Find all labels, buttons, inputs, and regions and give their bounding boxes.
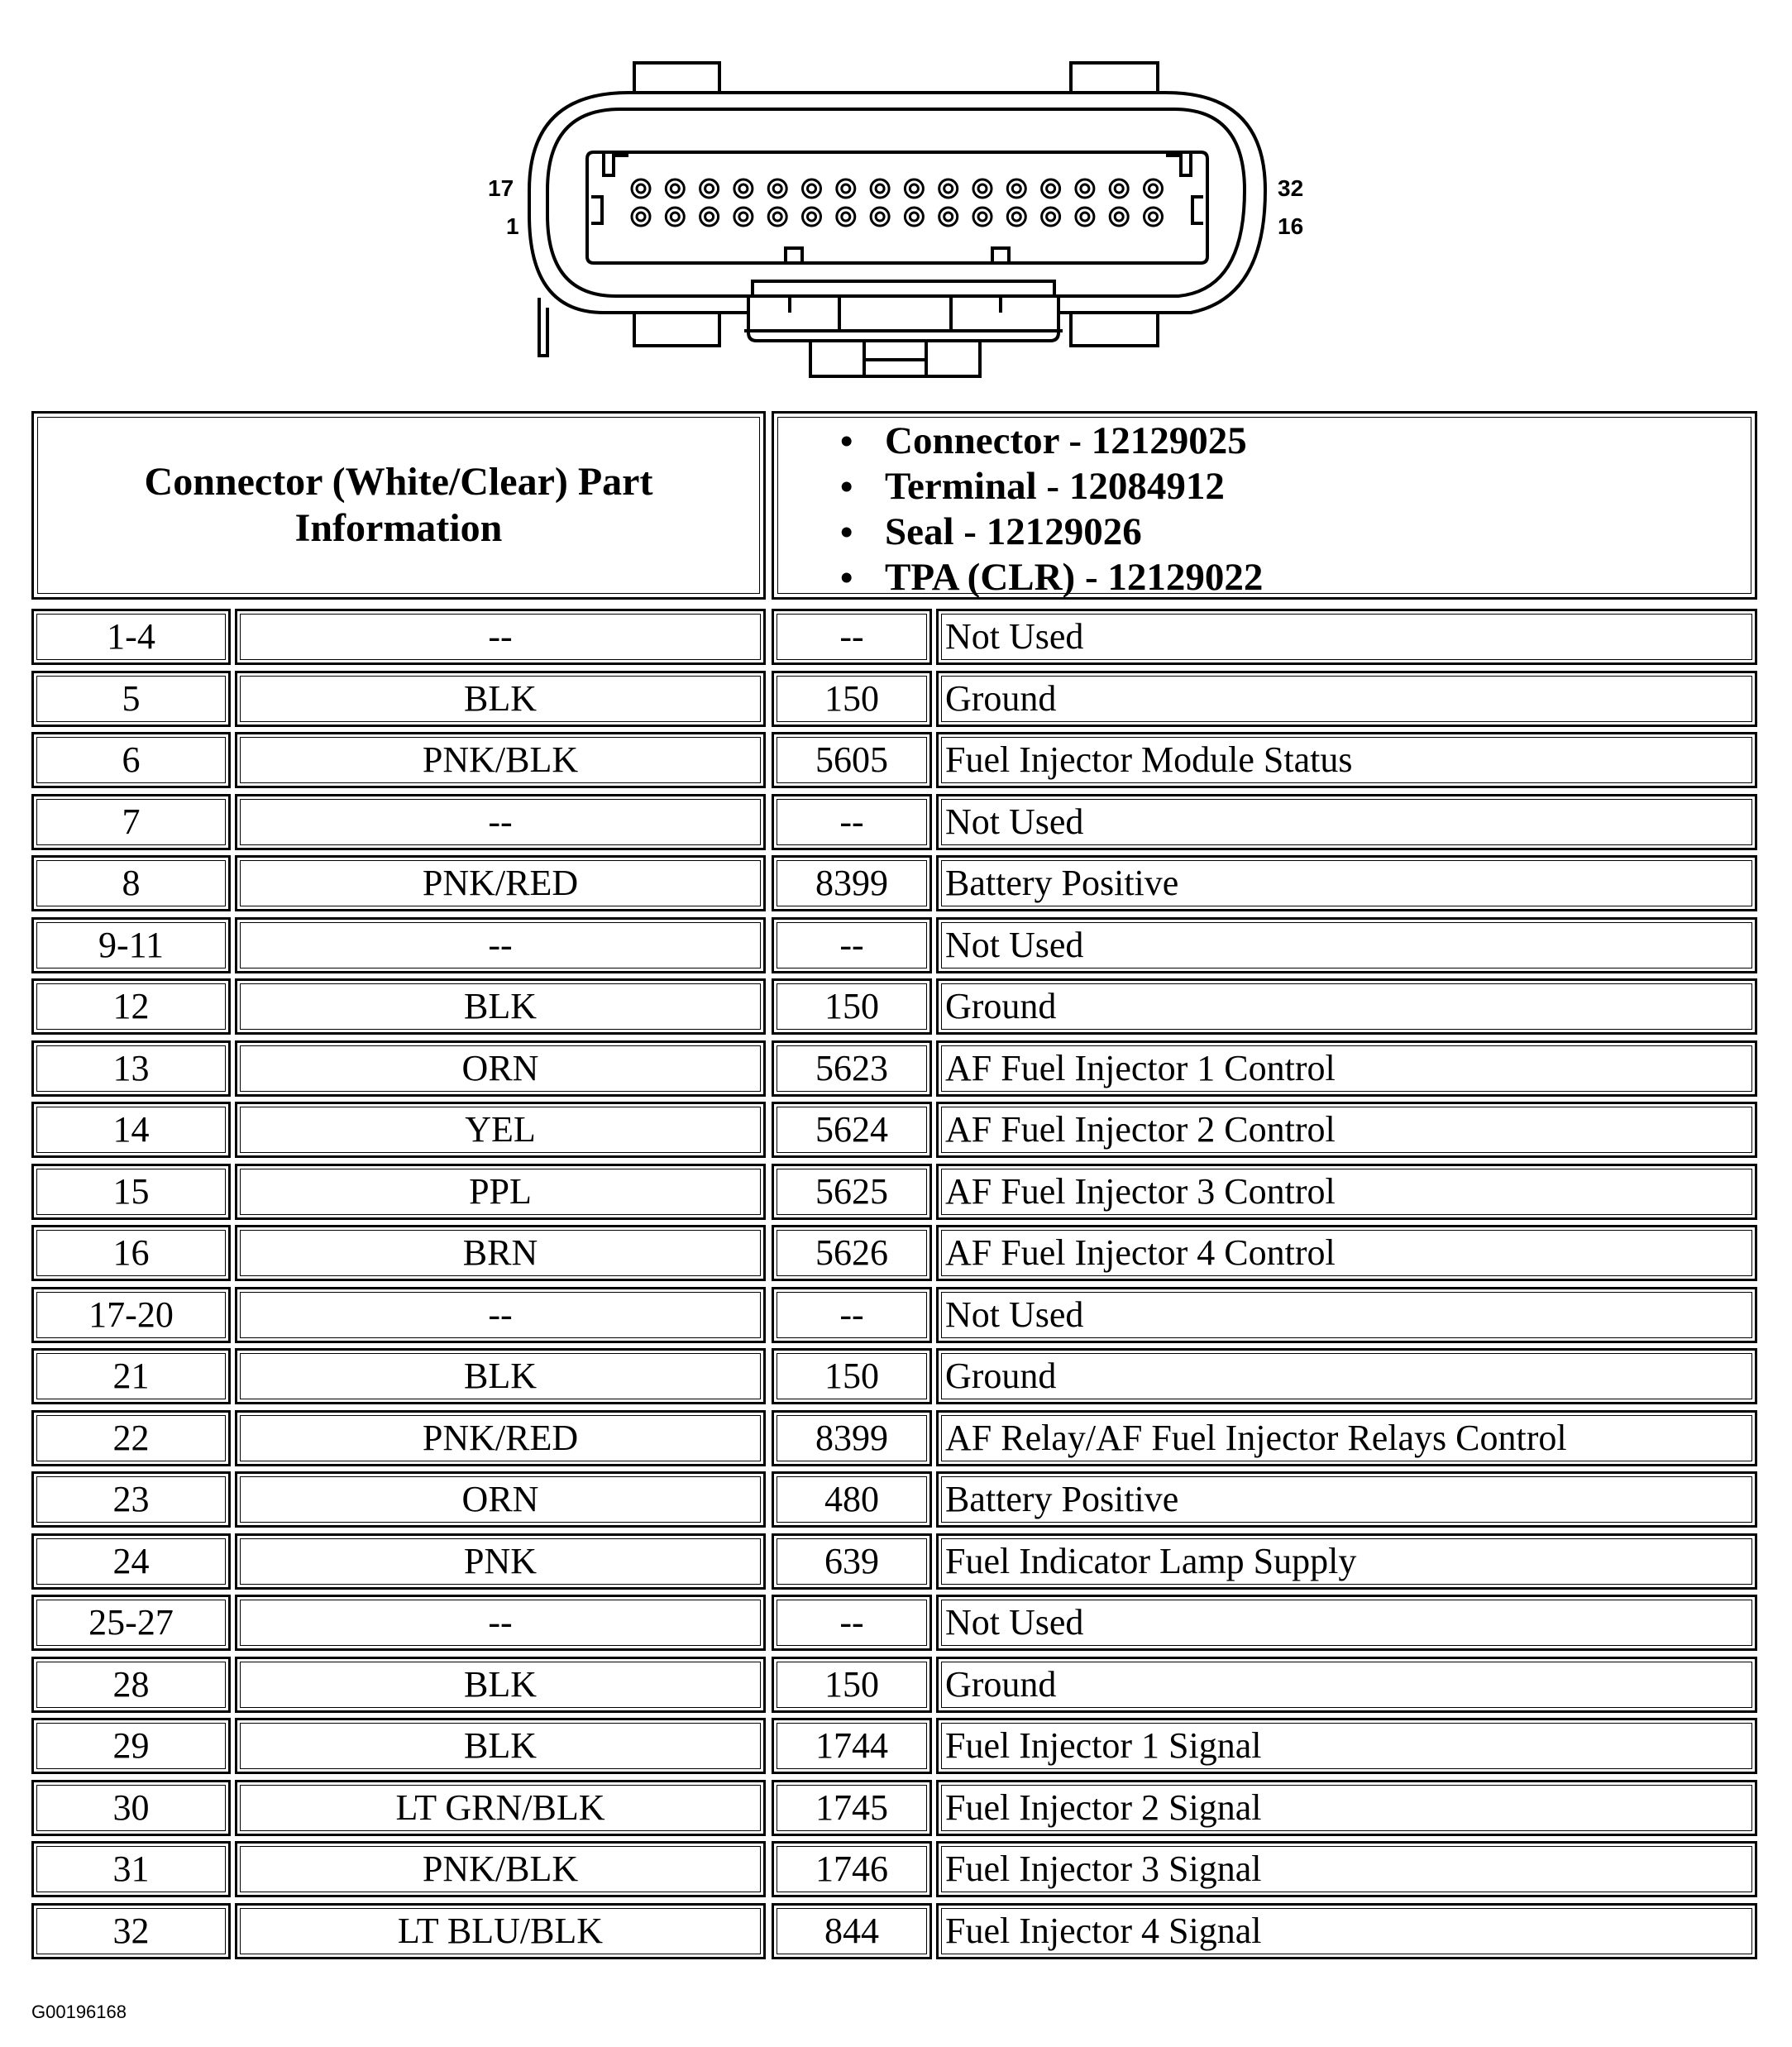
function-cell: Ground xyxy=(936,671,1757,727)
pin-cavity-inner xyxy=(876,213,884,221)
circuit-number-cell: 8399 xyxy=(772,1410,932,1466)
pin-cavity xyxy=(632,179,650,198)
pin-cavity xyxy=(973,179,992,198)
pin-cavity-inner xyxy=(978,184,987,193)
pin-number-cell: 22 xyxy=(31,1410,231,1466)
pin-number-cell: 21 xyxy=(31,1348,231,1404)
connector-face-drawing xyxy=(463,50,1331,397)
part-number-terminal: • Terminal - 12084912 xyxy=(840,464,1755,509)
circuit-number-cell: -- xyxy=(772,794,932,850)
circuit-number-cell: 844 xyxy=(772,1903,932,1959)
table-row xyxy=(31,671,1757,733)
table-row xyxy=(31,609,1757,671)
table-row xyxy=(31,1841,1757,1903)
pin-number-cell: 5 xyxy=(31,671,231,727)
pin-cavity xyxy=(905,208,923,226)
pin-cavity xyxy=(871,208,889,226)
function-cell: AF Fuel Injector 1 Control xyxy=(936,1040,1757,1097)
table-row xyxy=(31,1471,1757,1533)
function-cell: Fuel Injector 2 Signal xyxy=(936,1780,1757,1836)
function-cell: AF Relay/AF Fuel Injector Relays Control xyxy=(936,1410,1757,1466)
pin-number-cell: 24 xyxy=(31,1533,231,1590)
circuit-number-cell: 639 xyxy=(772,1533,932,1590)
circuit-number-cell: -- xyxy=(772,917,932,973)
circuit-number-cell: -- xyxy=(772,1595,932,1651)
pin-cavity-inner xyxy=(910,213,918,221)
pin-cavity xyxy=(1110,179,1128,198)
wire-color-cell: ORN xyxy=(235,1040,766,1097)
table-row xyxy=(31,1657,1757,1719)
pin-number-cell: 30 xyxy=(31,1780,231,1836)
pin-number-cell: 7 xyxy=(31,794,231,850)
table-row xyxy=(31,1164,1757,1226)
pin-cavity-inner xyxy=(1081,184,1089,193)
pin-cavity xyxy=(803,179,821,198)
pin-cavity xyxy=(700,179,719,198)
pin-cavity xyxy=(1144,208,1163,226)
function-cell: AF Fuel Injector 2 Control xyxy=(936,1102,1757,1158)
function-cell: Fuel Injector 4 Signal xyxy=(936,1903,1757,1959)
pin-cavity-inner xyxy=(637,213,645,221)
part-numbers-list xyxy=(840,418,1755,600)
pin-cavity-inner xyxy=(1047,213,1055,221)
table-row xyxy=(31,1040,1757,1102)
wire-color-cell: PPL xyxy=(235,1164,766,1220)
wire-color-cell: BLK xyxy=(235,1718,766,1774)
table-row xyxy=(31,1410,1757,1472)
table-row xyxy=(31,1348,1757,1410)
wire-color-cell: PNK xyxy=(235,1533,766,1590)
pin-cavity xyxy=(768,208,786,226)
pin-cavity xyxy=(973,208,992,226)
wire-color-cell: -- xyxy=(235,794,766,850)
pin-cavity-inner xyxy=(1012,213,1020,221)
part-information-title: Connector (White/Clear) Part Information xyxy=(144,460,653,550)
pin-label-16: 16 xyxy=(1278,213,1304,239)
pin-cavity-inner xyxy=(1149,213,1158,221)
pin-cavity xyxy=(700,208,719,226)
pin-cavity xyxy=(666,208,684,226)
circuit-number-cell: 5625 xyxy=(772,1164,932,1220)
pin-cavity-inner xyxy=(944,213,953,221)
function-cell: Not Used xyxy=(936,1595,1757,1651)
pin-cavity xyxy=(1042,208,1060,226)
pin-assignment-table xyxy=(31,609,1757,1964)
pin-cavity-inner xyxy=(808,184,816,193)
table-row xyxy=(31,1718,1757,1780)
wire-color-cell: BLK xyxy=(235,1348,766,1404)
function-cell: Ground xyxy=(936,1657,1757,1713)
pin-cavity xyxy=(837,179,855,198)
pin-cavity-inner xyxy=(671,213,679,221)
table-row xyxy=(31,855,1757,917)
pin-cavity xyxy=(1042,179,1060,198)
function-cell: Fuel Injector 3 Signal xyxy=(936,1841,1757,1897)
pin-number-cell: 6 xyxy=(31,732,231,788)
pin-cavity-inner xyxy=(1149,184,1158,193)
part-number-tpa: • TPA (CLR) - 12129022 xyxy=(840,555,1755,600)
pin-cavity-inner xyxy=(1047,184,1055,193)
function-cell: Battery Positive xyxy=(936,1471,1757,1528)
wire-color-cell: PNK/RED xyxy=(235,855,766,911)
wire-color-cell: -- xyxy=(235,609,766,665)
circuit-number-cell: 150 xyxy=(772,671,932,727)
circuit-number-cell: 1744 xyxy=(772,1718,932,1774)
table-row xyxy=(31,1595,1757,1657)
pin-label-1: 1 xyxy=(506,213,519,239)
wire-color-cell: ORN xyxy=(235,1471,766,1528)
circuit-number-cell: -- xyxy=(772,1287,932,1343)
function-cell: Not Used xyxy=(936,1287,1757,1343)
pin-cavity xyxy=(734,179,753,198)
pin-number-cell: 8 xyxy=(31,855,231,911)
circuit-number-cell: 8399 xyxy=(772,855,932,911)
pin-cavity xyxy=(768,179,786,198)
pin-label-17: 17 xyxy=(488,175,514,201)
wire-color-cell: BLK xyxy=(235,671,766,727)
pin-number-cell: 15 xyxy=(31,1164,231,1220)
function-cell: AF Fuel Injector 4 Control xyxy=(936,1225,1757,1281)
pin-cavity xyxy=(734,208,753,226)
pin-cavity-inner xyxy=(705,184,714,193)
circuit-number-cell: 480 xyxy=(772,1471,932,1528)
pin-cavity-inner xyxy=(773,184,781,193)
wire-color-cell: -- xyxy=(235,917,766,973)
function-cell: Ground xyxy=(936,978,1757,1035)
pin-number-cell: 31 xyxy=(31,1841,231,1897)
pin-cavities xyxy=(632,179,1163,226)
connector-diagram xyxy=(463,50,1331,397)
circuit-number-cell: 150 xyxy=(772,1348,932,1404)
pin-cavity xyxy=(1076,208,1094,226)
circuit-number-cell: 5624 xyxy=(772,1102,932,1158)
function-cell: Ground xyxy=(936,1348,1757,1404)
table-row xyxy=(31,1102,1757,1164)
pin-cavity xyxy=(837,208,855,226)
wire-color-cell: -- xyxy=(235,1595,766,1651)
table-row xyxy=(31,978,1757,1040)
pin-cavity xyxy=(803,208,821,226)
pin-cavity xyxy=(939,179,958,198)
pin-cavity xyxy=(1144,179,1163,198)
wire-color-cell: PNK/BLK xyxy=(235,732,766,788)
pin-number-cell: 23 xyxy=(31,1471,231,1528)
pin-cavity xyxy=(939,208,958,226)
function-cell: Not Used xyxy=(936,794,1757,850)
pin-number-cell: 28 xyxy=(31,1657,231,1713)
pin-number-cell: 25-27 xyxy=(31,1595,231,1651)
part-number-connector: • Connector - 12129025 xyxy=(840,418,1755,464)
table-row xyxy=(31,1780,1757,1842)
function-cell: Fuel Indicator Lamp Supply xyxy=(936,1533,1757,1590)
wire-color-cell: BLK xyxy=(235,978,766,1035)
circuit-number-cell: 5626 xyxy=(772,1225,932,1281)
pin-number-cell: 32 xyxy=(31,1903,231,1959)
pin-cavity-inner xyxy=(842,213,850,221)
circuit-number-cell: 1745 xyxy=(772,1780,932,1836)
pin-number-cell: 9-11 xyxy=(31,917,231,973)
function-cell: Not Used xyxy=(936,609,1757,665)
pin-cavity-inner xyxy=(1115,184,1123,193)
pin-label-32: 32 xyxy=(1278,175,1304,201)
table-row xyxy=(31,1533,1757,1595)
pin-cavity-inner xyxy=(1012,184,1020,193)
pin-cavity-inner xyxy=(705,213,714,221)
pin-cavity-inner xyxy=(1115,213,1123,221)
pin-cavity-inner xyxy=(637,184,645,193)
pin-cavity xyxy=(1110,208,1128,226)
wire-color-cell: PNK/RED xyxy=(235,1410,766,1466)
figure-id: G00196168 xyxy=(31,2002,127,2022)
table-row xyxy=(31,794,1757,856)
pin-cavity-inner xyxy=(1081,213,1089,221)
pin-number-cell: 14 xyxy=(31,1102,231,1158)
function-cell: Fuel Injector Module Status xyxy=(936,732,1757,788)
circuit-number-cell: -- xyxy=(772,609,932,665)
table-row xyxy=(31,1287,1757,1349)
pin-cavity xyxy=(1076,179,1094,198)
table-row xyxy=(31,1903,1757,1965)
pin-cavity-inner xyxy=(842,184,850,193)
pin-cavity-inner xyxy=(978,213,987,221)
circuit-number-cell: 5623 xyxy=(772,1040,932,1097)
pin-cavity-inner xyxy=(739,184,748,193)
pin-cavity xyxy=(1007,208,1025,226)
pin-cavity-inner xyxy=(739,213,748,221)
pin-number-cell: 13 xyxy=(31,1040,231,1097)
wire-color-cell: -- xyxy=(235,1287,766,1343)
table-row xyxy=(31,732,1757,794)
table-row xyxy=(31,1225,1757,1287)
pin-cavity-inner xyxy=(876,184,884,193)
pin-cavity xyxy=(1007,179,1025,198)
pin-number-cell: 16 xyxy=(31,1225,231,1281)
wire-color-cell: YEL xyxy=(235,1102,766,1158)
table-row xyxy=(31,917,1757,979)
pin-cavity xyxy=(905,179,923,198)
pin-cavity-inner xyxy=(671,184,679,193)
pin-cavity-inner xyxy=(910,184,918,193)
pin-number-cell: 29 xyxy=(31,1718,231,1774)
circuit-number-cell: 1746 xyxy=(772,1841,932,1897)
pin-cavity-inner xyxy=(944,184,953,193)
part-number-seal: • Seal - 12129026 xyxy=(840,509,1755,555)
pin-number-cell: 17-20 xyxy=(31,1287,231,1343)
pin-cavity xyxy=(871,179,889,198)
pin-cavity xyxy=(632,208,650,226)
function-cell: Fuel Injector 1 Signal xyxy=(936,1718,1757,1774)
function-cell: Battery Positive xyxy=(936,855,1757,911)
wire-color-cell: BLK xyxy=(235,1657,766,1713)
wire-color-cell: LT BLU/BLK xyxy=(235,1903,766,1959)
part-information-title-cell xyxy=(31,411,766,600)
part-information-header xyxy=(31,411,1757,603)
function-cell: Not Used xyxy=(936,917,1757,973)
wire-color-cell: PNK/BLK xyxy=(235,1841,766,1897)
circuit-number-cell: 5605 xyxy=(772,732,932,788)
function-cell: AF Fuel Injector 3 Control xyxy=(936,1164,1757,1220)
part-numbers-cell xyxy=(772,411,1757,600)
pin-cavity-inner xyxy=(808,213,816,221)
circuit-number-cell: 150 xyxy=(772,1657,932,1713)
wire-color-cell: LT GRN/BLK xyxy=(235,1780,766,1836)
circuit-number-cell: 150 xyxy=(772,978,932,1035)
pin-cavity-inner xyxy=(773,213,781,221)
pin-number-cell: 12 xyxy=(31,978,231,1035)
pin-cavity xyxy=(666,179,684,198)
pin-number-cell: 1-4 xyxy=(31,609,231,665)
wire-color-cell: BRN xyxy=(235,1225,766,1281)
